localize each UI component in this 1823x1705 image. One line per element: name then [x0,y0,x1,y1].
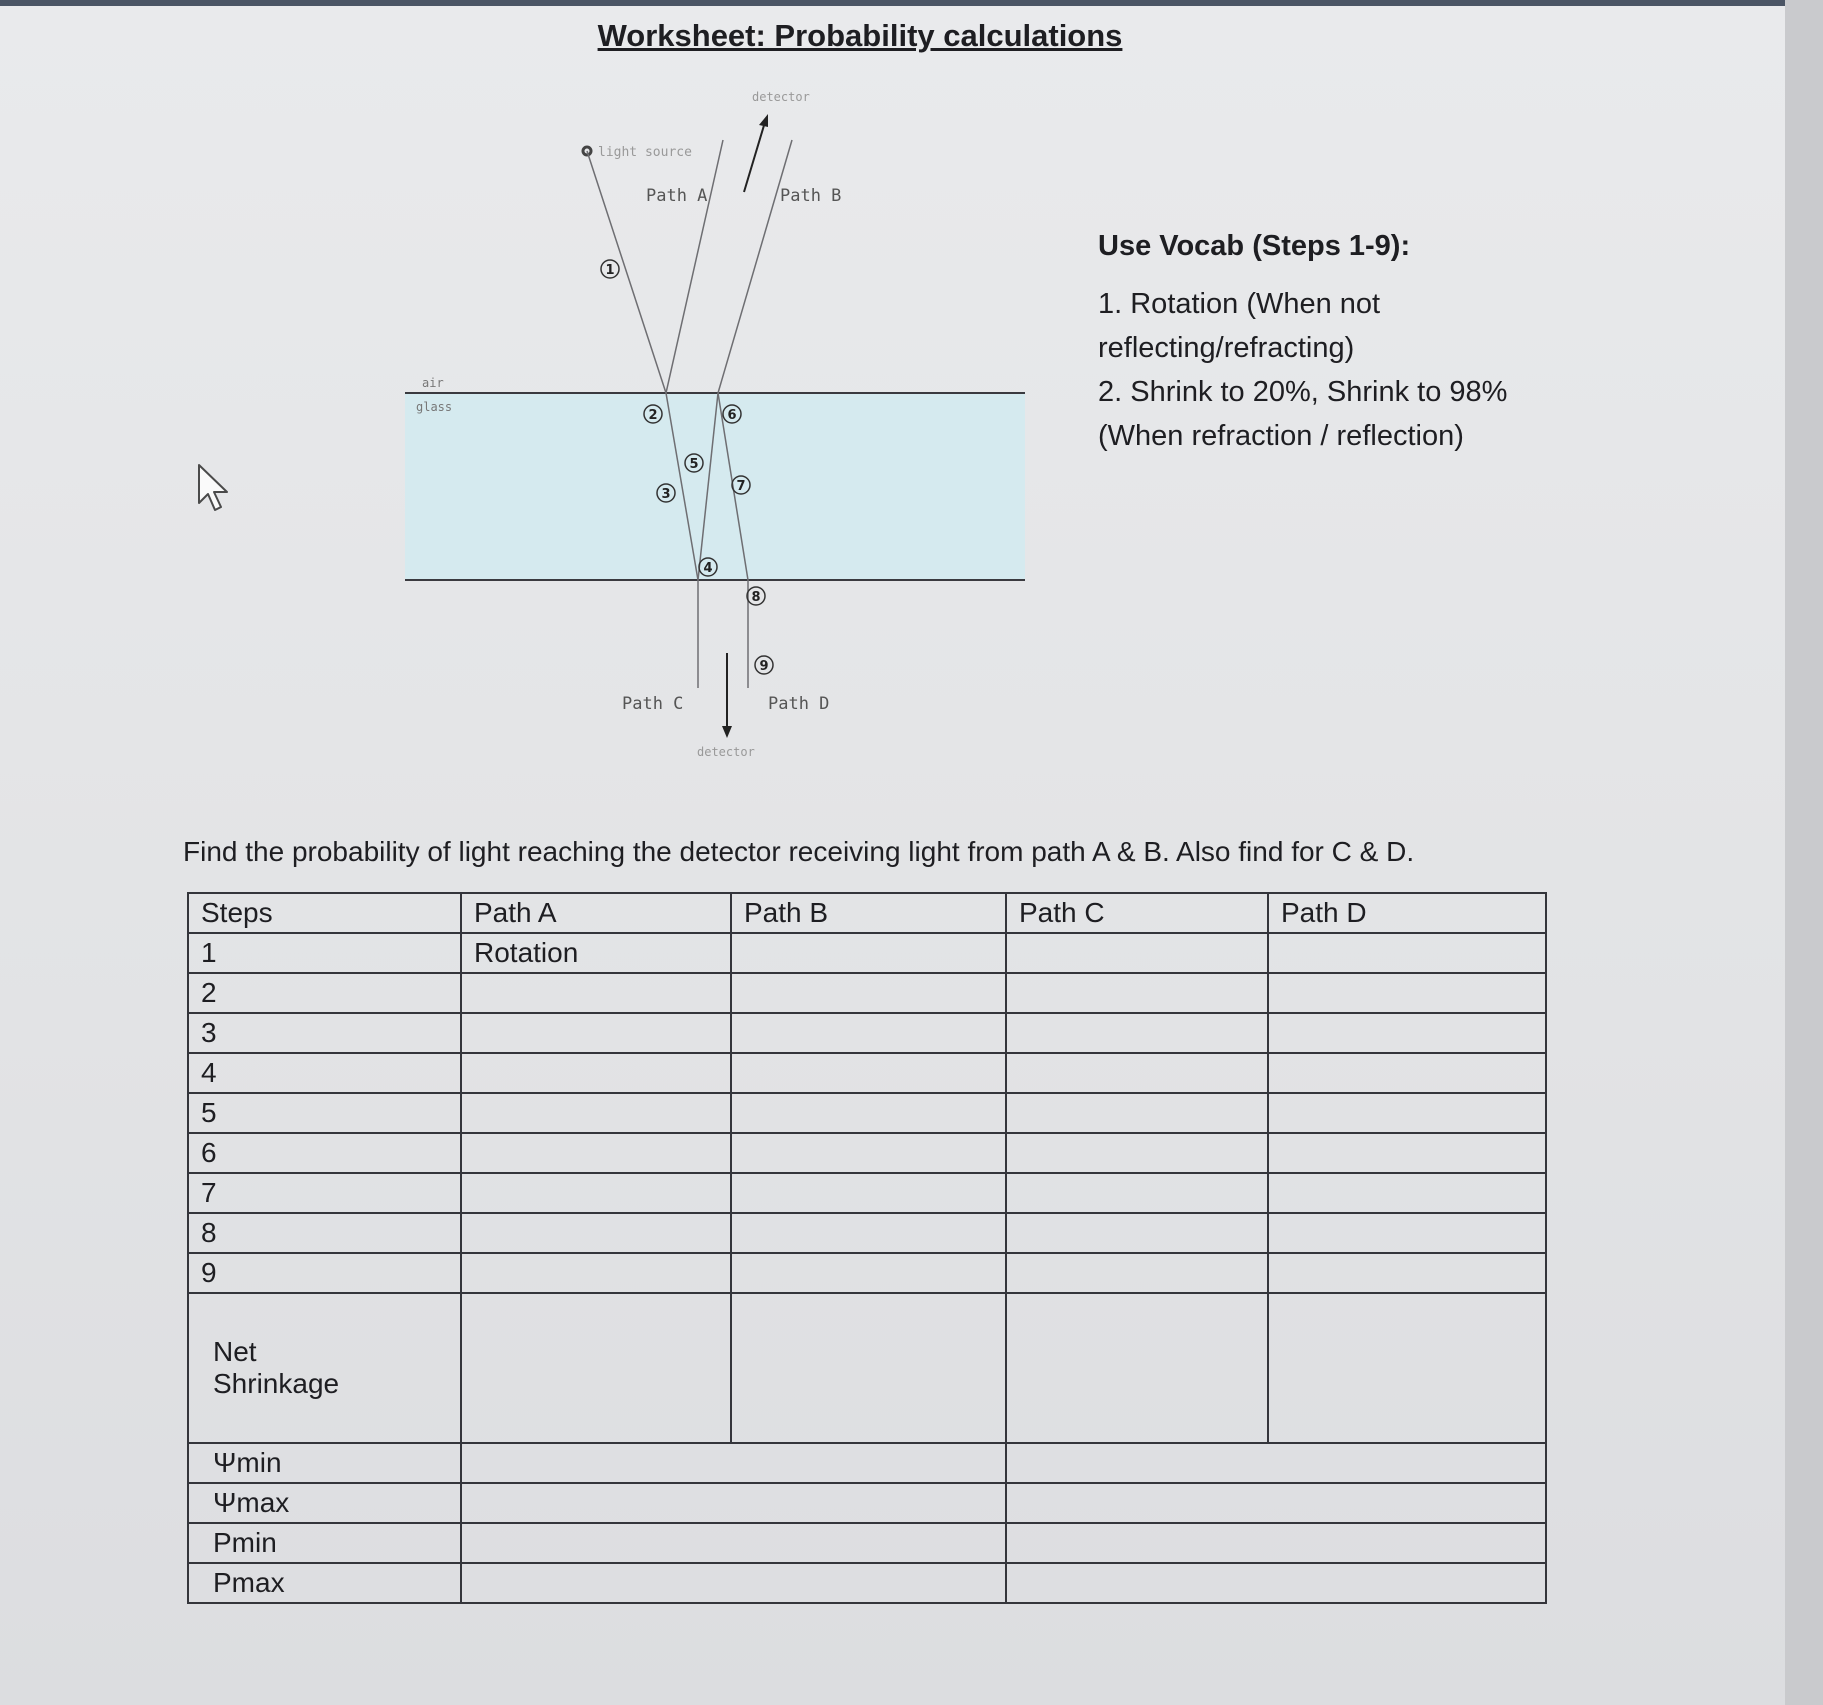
svg-text:3: 3 [661,487,671,502]
table-row [188,1253,1546,1293]
psi-min-label: Ψmin [188,1443,461,1483]
ray-path-a-up [666,140,723,393]
table-row [188,973,1546,1013]
table-header-row [188,893,1546,933]
header-path-d: Path D [1268,893,1546,933]
path-b-cell[interactable] [731,1133,1006,1173]
table-row [188,1133,1546,1173]
svg-text:4: 4 [703,561,713,576]
path-d-cell[interactable] [1268,1053,1546,1093]
p-max-row [188,1563,1546,1603]
svg-text:1: 1 [605,263,615,278]
vocab-item-shrink: 2. Shrink to 20%, Shrink to 98% (When refraction / reflection) [1098,376,1508,452]
psi-max-cd-cell[interactable] [1006,1483,1546,1523]
step-marker-9 [755,656,773,674]
path-a-cell[interactable] [461,1133,731,1173]
path-d-cell[interactable] [1268,1173,1546,1213]
header-path-c: Path C [1006,893,1268,933]
p-min-row [188,1523,1546,1563]
net-shrinkage-label [188,1293,461,1443]
path-c-cell[interactable] [1006,933,1268,973]
path-a-cell[interactable]: Rotation [461,933,731,973]
path-b-cell[interactable] [731,1053,1006,1093]
svg-text:2: 2 [648,408,658,423]
p-max-cd-cell[interactable] [1006,1563,1546,1603]
svg-text:6: 6 [727,408,737,423]
path-d-cell[interactable] [1268,1133,1546,1173]
path-b-cell[interactable] [731,1013,1006,1053]
step-cell: 4 [188,1053,461,1093]
path-d-cell[interactable] [1268,933,1546,973]
path-a-cell[interactable] [461,1253,731,1293]
table-row [188,1093,1546,1133]
svg-text:9: 9 [759,659,769,674]
svg-text:5: 5 [689,457,699,472]
step-marker-1 [601,260,619,278]
path-b-cell[interactable] [731,1253,1006,1293]
detector-bottom-arrowhead [722,726,732,738]
p-min-label: Pmin [188,1523,461,1563]
table-row [188,1013,1546,1053]
step-cell: 7 [188,1173,461,1213]
psi-min-row [188,1443,1546,1483]
path-b-cell[interactable] [731,1213,1006,1253]
psi-max-row [188,1483,1546,1523]
detector-top-arrowhead [759,114,768,127]
p-min-cd-cell[interactable] [1006,1523,1546,1563]
p-max-label: Pmax [188,1563,461,1603]
glass-label: glass [416,400,453,414]
psi-min-cd-cell[interactable] [1006,1443,1546,1483]
table-row [188,1053,1546,1093]
air-label: air [422,376,444,390]
path-c-label: Path C [622,694,684,714]
net-label-line2: Shrinkage [213,1368,340,1399]
net-path-c-cell[interactable] [1006,1293,1268,1443]
path-c-cell[interactable] [1006,1213,1268,1253]
path-b-cell[interactable] [731,1093,1006,1133]
path-a-cell[interactable] [461,1213,731,1253]
worksheet-title: Worksheet: Probability calculations [597,18,1123,53]
table-row [188,1173,1546,1213]
vocab-heading: Use Vocab (Steps 1-9): [1098,230,1411,262]
path-c-cell[interactable] [1006,1253,1268,1293]
path-c-cell[interactable] [1006,1133,1268,1173]
p-min-ab-cell[interactable] [461,1523,1006,1563]
light-source-label: light source [598,145,692,160]
path-a-cell[interactable] [461,1013,731,1053]
p-max-ab-cell[interactable] [461,1563,1006,1603]
step-cell: 5 [188,1093,461,1133]
net-shrinkage-row [188,1293,1546,1443]
path-b-cell[interactable] [731,973,1006,1013]
step-cell: 6 [188,1133,461,1173]
path-d-cell[interactable] [1268,1213,1546,1253]
path-c-cell[interactable] [1006,973,1268,1013]
net-path-d-cell[interactable] [1268,1293,1546,1443]
path-c-cell[interactable] [1006,1173,1268,1213]
path-a-cell[interactable] [461,1173,731,1213]
table-row [188,1213,1546,1253]
detector-top-label: detector [752,90,810,104]
ray-path-b-up [718,140,792,393]
svg-text:7: 7 [736,479,746,494]
step-cell: 1 [188,933,461,973]
path-c-cell[interactable] [1006,1013,1268,1053]
psi-max-ab-cell[interactable] [461,1483,1006,1523]
step-cell: 8 [188,1213,461,1253]
path-b-cell[interactable] [731,933,1006,973]
vocab-box [1098,224,1558,458]
step-marker-8 [747,587,765,605]
net-path-b-cell[interactable] [731,1293,1006,1443]
path-d-cell[interactable] [1268,973,1546,1013]
path-b-label: Path B [780,186,842,206]
header-path-b: Path B [731,893,1006,933]
path-a-cell[interactable] [461,1093,731,1133]
path-d-cell[interactable] [1268,1013,1546,1053]
psi-min-ab-cell[interactable] [461,1443,1006,1483]
net-label-line1: Net [213,1336,257,1367]
path-a-cell[interactable] [461,973,731,1013]
path-b-cell[interactable] [731,1173,1006,1213]
path-a-cell[interactable] [461,1053,731,1093]
svg-text:8: 8 [751,590,761,605]
table-row [188,933,1546,973]
step-cell: 2 [188,973,461,1013]
detector-top-arrow [744,122,765,192]
net-path-a-cell[interactable] [461,1293,731,1443]
light-path-diagram [400,78,1030,778]
path-d-cell[interactable] [1268,1253,1546,1293]
psi-max-label: Ψmax [188,1483,461,1523]
path-d-cell[interactable] [1268,1093,1546,1133]
mouse-cursor-icon [197,463,231,513]
step-cell: 9 [188,1253,461,1293]
page-edge [1785,0,1823,1705]
header-steps: Steps [188,893,461,933]
vocab-item-rotation: 1. Rotation (When not reflecting/refracting) [1098,288,1381,364]
detector-bottom-label: detector [697,745,755,759]
path-d-label: Path D [768,694,830,714]
path-a-label: Path A [646,186,708,206]
probability-table [187,892,1547,1604]
path-c-cell[interactable] [1006,1053,1268,1093]
header-path-a: Path A [461,893,731,933]
path-c-cell[interactable] [1006,1093,1268,1133]
question-text: Find the probability of light reaching the detector receiving light from path A & B. Also find for C & D. [183,836,1415,867]
step-cell: 3 [188,1013,461,1053]
